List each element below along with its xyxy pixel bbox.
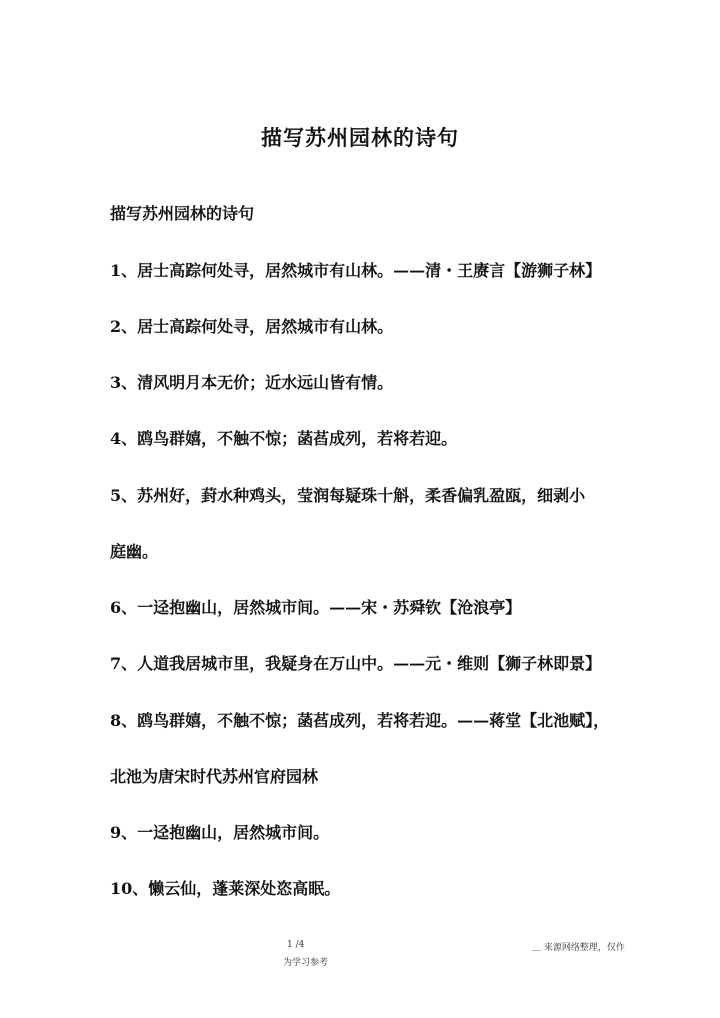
body-line: 1、居士高踪何处寻，居然城市有山林。——清・王赓言【游狮子林】: [110, 261, 602, 280]
body-line: 庭幽。: [110, 542, 159, 561]
document-title: 描写苏州园林的诗句: [261, 125, 459, 150]
body-line: 8、鸥鸟群嬉，不触不惊；菡萏成列，若将若迎。——蒋堂【北池赋】，: [110, 711, 610, 730]
body-line: 3、清风明月本无价；近水远山皆有情。: [110, 373, 394, 392]
body-line: 6、一迳抱幽山，居然城市间。——宋・苏舜钦【沧浪亭】: [110, 598, 522, 617]
body-line: 9、一迳抱幽山，居然城市间。: [110, 823, 330, 842]
body-line: 4、鸥鸟群嬉，不触不惊；菡萏成列，若将若迎。: [110, 429, 458, 448]
page-indicator: 1 /4: [287, 940, 305, 950]
body-line: 描写苏州园林的诗句: [110, 204, 255, 223]
body-line: 7、人道我居城市里，我疑身在万山中。——元・维则【狮子林即景】: [110, 654, 602, 673]
body-line: 5、苏州好，葑水种鸡头，莹润每疑珠十斛，柔香偏乳盈瓯，细剥小: [110, 486, 586, 505]
body-line: 北池为唐宋时代苏州官府园林: [110, 767, 319, 786]
footer-source: ＿ 来源网络整理，仅作: [532, 943, 625, 953]
body-line: 10、懒云仙，蓬莱深处恣高眠。: [110, 879, 341, 898]
body-line: 2、居士高踪何处寻，居然城市有山林。: [110, 317, 394, 336]
footer-note: 为学习参考: [283, 958, 329, 968]
